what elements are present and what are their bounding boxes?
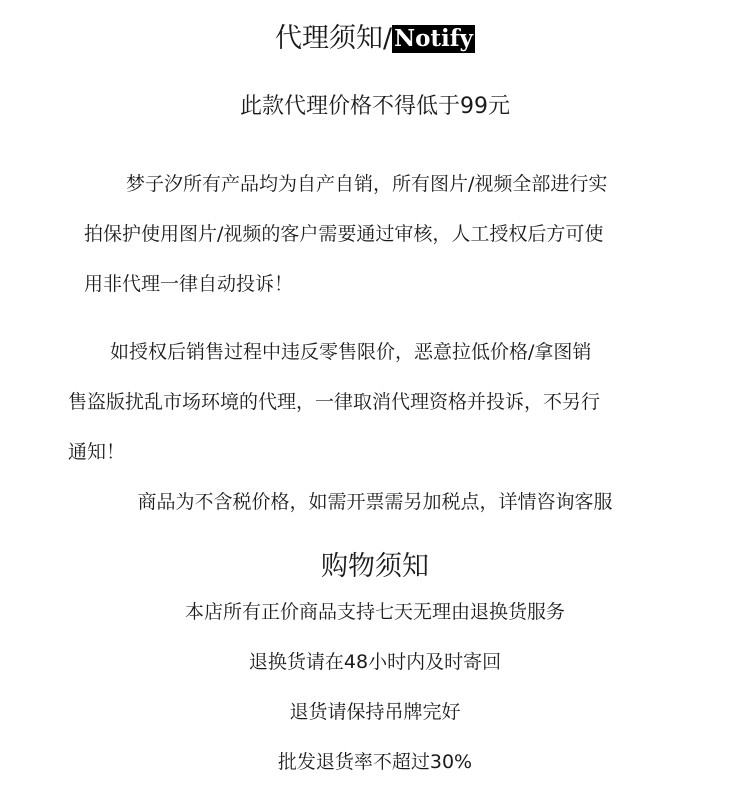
notice-para3: 商品为不含税价格，如需开票需另加税点，详情咨询客服 (137, 491, 613, 513)
notice-subtitle: 此款代理价格不得低于99元 (240, 94, 510, 119)
shopping-line-4: 批发退货率不超过30% (277, 751, 473, 773)
notice-para2-line2: 售盗版扰乱市场环境的代理，一律取消代理资格并投诉，不另行 (68, 391, 601, 413)
notice-para1-line3: 用非代理一律自动投诉！ (84, 273, 294, 295)
shopping-line-3: 退货请保持吊牌完好 (289, 701, 461, 723)
notice-title-text: 代理须知/ (274, 23, 393, 54)
shopping-line-1: 本店所有正价商品支持七天无理由退换货服务 (184, 601, 565, 623)
notify-badge: Notify (394, 25, 474, 52)
notice-para2-line3: 通知！ (68, 441, 126, 463)
notice-para1-line1: 梦子汐所有产品均为自产自销，所有图片/视频全部进行实 (126, 173, 608, 195)
notice-para2-line1: 如授权后销售过程中违反零售限价，恶意拉低价格/拿图销 (110, 341, 592, 363)
notice-title (0, 22, 750, 56)
notice-para1-line2: 拍保护使用图片/视频的客户需要通过审核，人工授权后方可使 (84, 223, 604, 245)
shopping-title: 购物须知 (321, 551, 429, 582)
shopping-line-2: 退换货请在48小时内及时寄回 (248, 651, 502, 673)
